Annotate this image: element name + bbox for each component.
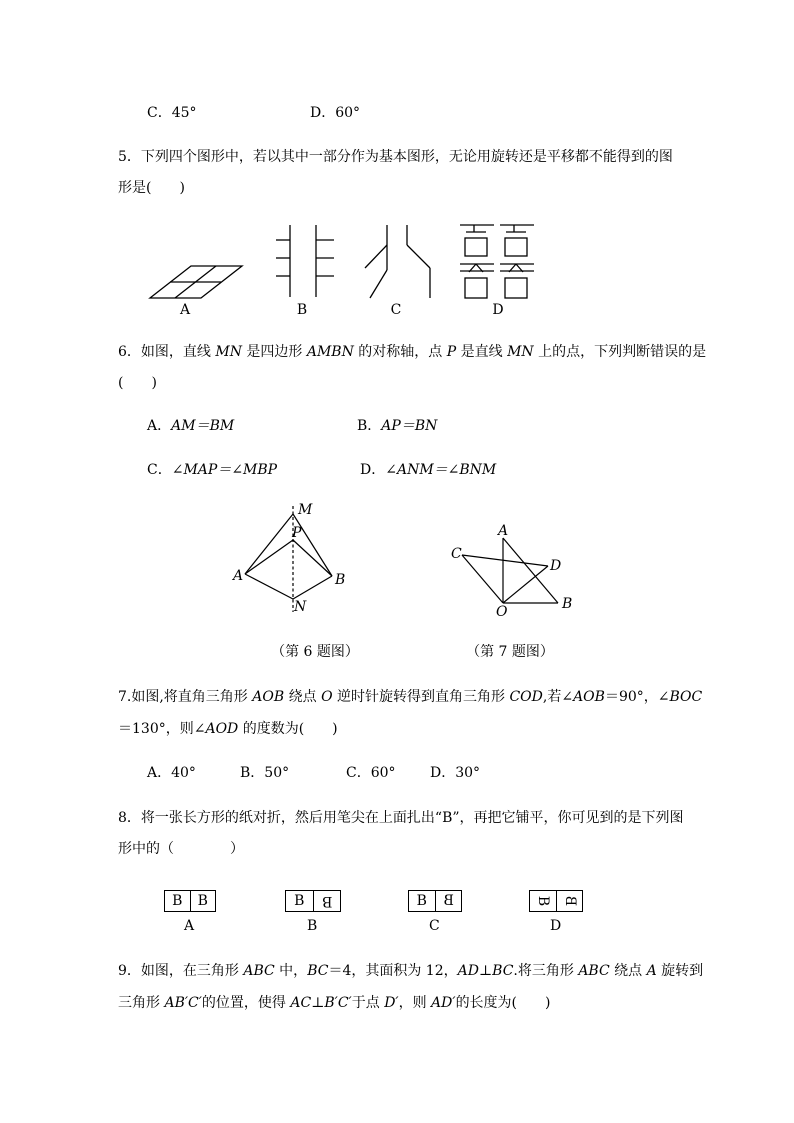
q8-d-left: B	[534, 895, 551, 907]
q8-label-c: C	[429, 918, 440, 934]
fig7-point-c: C	[451, 546, 462, 562]
q7-option-d: D．30°	[430, 765, 481, 781]
fig7-caption: （第 7 题图）	[466, 644, 554, 660]
q5-label-a: A	[179, 302, 191, 318]
q6-option-a: A．AM＝BM	[147, 418, 235, 434]
q8-d-right: B	[561, 895, 578, 907]
q7-text-line2: ＝130°，则∠AOD 的度数为( )	[118, 721, 338, 737]
q8-option-b-box	[285, 890, 341, 912]
q8-text-line2: 形中的（ ）	[118, 841, 244, 857]
q8-b-left: B	[294, 893, 305, 909]
q8-b-right: B	[321, 893, 332, 909]
fig6-point-p: P	[292, 525, 302, 541]
q6-option-b: B．AP＝BN	[357, 418, 438, 434]
q8-c-left: B	[416, 893, 427, 909]
fig7-point-o: O	[496, 604, 508, 620]
q7-option-c: C．60°	[346, 765, 396, 781]
q7-option-a: A．40°	[147, 765, 196, 781]
q5-label-c: C	[390, 302, 402, 318]
q6-text-line1: 6．如图，直线 MN 是四边形 AMBN 的对称轴，点 P 是直线 MN 上的点，下列判断错误的是	[118, 344, 707, 360]
fig6-point-m: M	[298, 502, 313, 518]
q6-option-d: D．∠ANM＝∠BNM	[360, 462, 497, 478]
figure-6	[245, 506, 332, 612]
q8-option-d-box	[529, 890, 583, 912]
q8-a-right: B	[190, 891, 216, 911]
q8-option-a-box	[164, 890, 216, 912]
fig6-point-a: A	[233, 568, 244, 584]
q4-option-c: C．45°	[147, 105, 197, 121]
fig7-point-b: B	[562, 596, 573, 612]
q7-option-b: B．50°	[240, 765, 290, 781]
q5-text-line1: 5．下列四个图形中，若以其中一部分作为基本图形，无论用旋转还是平移都不能得到的图	[118, 149, 673, 165]
fig7-point-a: A	[498, 523, 509, 539]
q5-label-d: D	[492, 302, 504, 318]
q5-label-b: B	[296, 302, 308, 318]
q6-text-line2: ( )	[118, 375, 157, 391]
q8-a-left: B	[172, 893, 183, 909]
q4-option-d: D．60°	[310, 105, 361, 121]
fig7-point-d: D	[550, 558, 562, 574]
fig6-caption: （第 6 题图）	[271, 644, 359, 660]
q9-text-line2: 三角形 AB′C′的位置，使得 AC⊥B′C′于点 D′，则 AD′的长度为( )	[118, 995, 551, 1011]
q8-option-c-box	[408, 890, 462, 912]
fig6-point-n: N	[294, 599, 307, 615]
q8-label-b: B	[307, 918, 318, 934]
q8-label-a: A	[184, 918, 195, 934]
q8-c-right: B	[443, 893, 454, 909]
q7-text-line1: 7.如图,将直角三角形 AOB 绕点 O 逆时针旋转得到直角三角形 COD,若∠AOB＝90°，∠BOC	[118, 689, 703, 705]
q6-option-c: C．∠MAP＝∠MBP	[147, 462, 278, 478]
q8-text-line1: 8．将一张长方形的纸对折，然后用笔尖在上面扎出“B”，再把它铺平，你可见到的是下列图	[118, 810, 684, 826]
q5-text-line2: 形是( )	[118, 180, 185, 196]
q8-label-d: D	[550, 918, 562, 934]
fig6-point-b: B	[335, 572, 346, 588]
figure-7	[462, 538, 558, 603]
q9-text-line1: 9．如图，在三角形 ABC 中，BC＝4，其面积为 12，AD⊥BC.将三角形 ABC 绕点 A 旋转到	[118, 963, 704, 979]
